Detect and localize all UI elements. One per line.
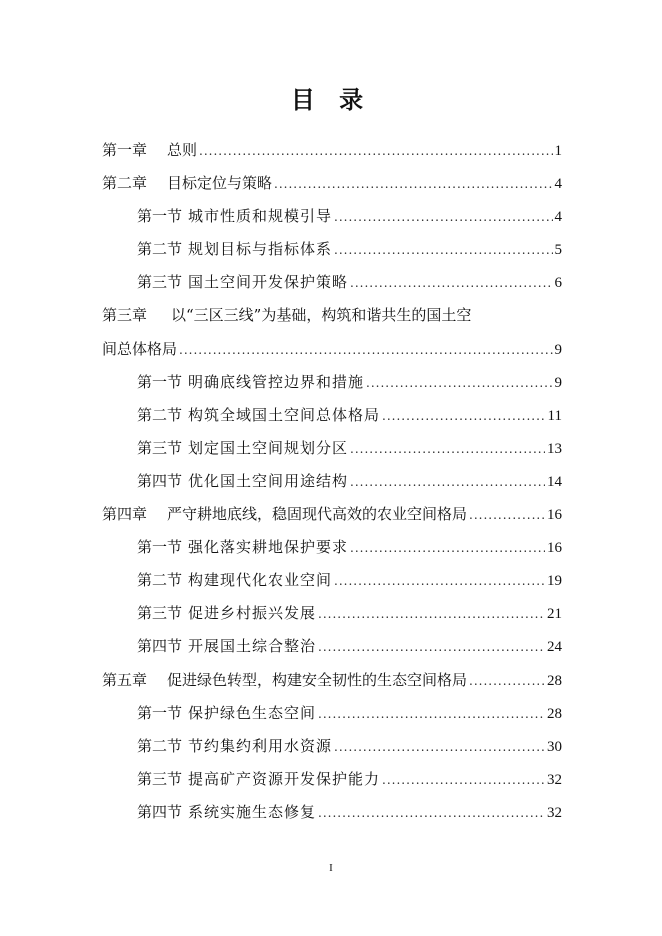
chapter-title: 目标定位与策略 (167, 174, 273, 193)
table-of-contents (102, 134, 562, 829)
leader-dots (334, 234, 552, 267)
page-ref: 28 (547, 672, 562, 689)
leader-dots (199, 135, 552, 168)
toc-section-5-2[interactable] (102, 730, 562, 763)
section-title: 构筑全域国土空间总体格局 (188, 405, 381, 424)
leader-dots (318, 631, 545, 664)
toc-chapter-3-line2[interactable] (102, 333, 562, 366)
section-number: 第一节 (137, 207, 183, 226)
section-title: 优化国土空间用途结构 (188, 471, 349, 490)
leader-dots (350, 532, 545, 565)
toc-chapter-2[interactable] (102, 167, 562, 200)
toc-section-5-3[interactable] (102, 763, 562, 796)
leader-dots (382, 400, 546, 433)
leader-dots (350, 267, 552, 300)
page-ref: 4 (554, 209, 562, 226)
toc-chapter-1[interactable] (102, 134, 562, 167)
leader-dots (318, 598, 545, 631)
chapter-number: 第二章 (102, 174, 148, 193)
toc-section-3-2[interactable] (102, 399, 562, 432)
page-ref: 32 (547, 771, 562, 788)
leader-dots (318, 797, 545, 830)
page-ref: 11 (547, 407, 562, 424)
toc-section-3-1[interactable] (102, 366, 562, 399)
section-title: 划定国土空间规划分区 (188, 438, 349, 457)
section-title: 城市性质和规模引导 (188, 207, 333, 226)
leader-dots (366, 367, 552, 400)
leader-dots (469, 499, 545, 532)
section-title: 明确底线管控边界和措施 (188, 372, 365, 391)
section-number: 第一节 (137, 703, 183, 722)
chapter-number: 第一章 (102, 141, 148, 159)
leader-dots (334, 201, 552, 234)
footer-page-number: I (329, 862, 333, 874)
page-ref: 32 (547, 804, 562, 821)
chapter-number: 第三章 (102, 306, 148, 325)
page-ref: 21 (547, 606, 562, 623)
leader-dots (274, 168, 552, 201)
section-number: 第二节 (137, 571, 183, 590)
section-title: 节约集约利用水资源 (188, 736, 333, 755)
section-number: 第三节 (137, 604, 183, 623)
toc-section-2-2[interactable] (102, 233, 562, 266)
section-number: 第一节 (137, 538, 183, 557)
toc-section-2-3[interactable] (102, 266, 562, 299)
chapter-title-line1: 以“三区三线”为基础，构筑和谐共生的国土空 (171, 306, 472, 325)
section-number: 第二节 (137, 405, 183, 424)
section-number: 第三节 (137, 438, 183, 457)
toc-section-4-3[interactable] (102, 597, 562, 630)
leader-dots (469, 665, 545, 698)
section-number: 第三节 (137, 769, 183, 788)
page-ref: 14 (547, 473, 562, 490)
toc-section-5-4[interactable] (102, 796, 562, 829)
section-number: 第四节 (137, 471, 183, 490)
page-ref: 28 (547, 705, 562, 722)
toc-chapter-3-line1[interactable] (102, 299, 562, 332)
toc-section-2-1[interactable] (102, 200, 562, 233)
page-title: 目 录 (290, 85, 372, 114)
page-ref: 9 (554, 341, 562, 358)
leader-dots (318, 698, 545, 731)
chapter-number: 第五章 (102, 670, 148, 689)
leader-dots (350, 466, 545, 499)
chapter-title: 促进绿色转型，构建安全韧性的生态空间格局 (167, 670, 468, 689)
page-ref: 19 (547, 573, 562, 590)
chapter-title-line2: 间总体格局 (102, 339, 178, 358)
section-number: 第二节 (137, 736, 183, 755)
section-title: 提高矿产资源开发保护能力 (188, 769, 381, 788)
section-title: 系统实施生态修复 (188, 802, 317, 821)
section-number: 第一节 (137, 372, 183, 391)
toc-chapter-5[interactable] (102, 664, 562, 697)
section-title: 促进乡村振兴发展 (188, 604, 317, 623)
page-ref: 24 (547, 639, 562, 656)
page-ref: 4 (554, 176, 562, 193)
toc-section-4-2[interactable] (102, 564, 562, 597)
page-ref: 13 (547, 440, 562, 457)
section-number: 第四节 (137, 802, 183, 821)
section-title: 构建现代化农业空间 (188, 571, 333, 590)
page-ref: 16 (547, 507, 562, 524)
section-title: 国土空间开发保护策略 (188, 273, 349, 292)
leader-dots (382, 764, 545, 797)
toc-section-3-4[interactable] (102, 465, 562, 498)
toc-chapter-4[interactable] (102, 498, 562, 531)
section-title: 规划目标与指标体系 (188, 240, 333, 259)
toc-section-4-4[interactable] (102, 630, 562, 663)
section-title: 保护绿色生态空间 (188, 703, 317, 722)
page-ref: 1 (554, 143, 562, 159)
section-number: 第二节 (137, 240, 183, 259)
section-title: 强化落实耕地保护要求 (188, 538, 349, 557)
toc-section-3-3[interactable] (102, 432, 562, 465)
leader-dots (350, 433, 545, 466)
leader-dots (334, 565, 545, 598)
page-ref: 6 (554, 275, 562, 292)
chapter-number: 第四章 (102, 505, 148, 524)
section-title: 开展国土综合整治 (188, 637, 317, 656)
leader-dots (334, 731, 545, 764)
page-ref: 5 (554, 242, 562, 259)
section-number: 第四节 (137, 637, 183, 656)
toc-section-4-1[interactable] (102, 531, 562, 564)
toc-section-5-1[interactable] (102, 697, 562, 730)
section-number: 第三节 (137, 273, 183, 292)
page-ref: 16 (547, 540, 562, 557)
chapter-title: 总则 (167, 141, 198, 159)
page-ref: 9 (554, 374, 562, 391)
chapter-title: 严守耕地底线，稳固现代高效的农业空间格局 (167, 505, 468, 524)
page-ref: 30 (547, 738, 562, 755)
leader-dots (179, 334, 552, 367)
